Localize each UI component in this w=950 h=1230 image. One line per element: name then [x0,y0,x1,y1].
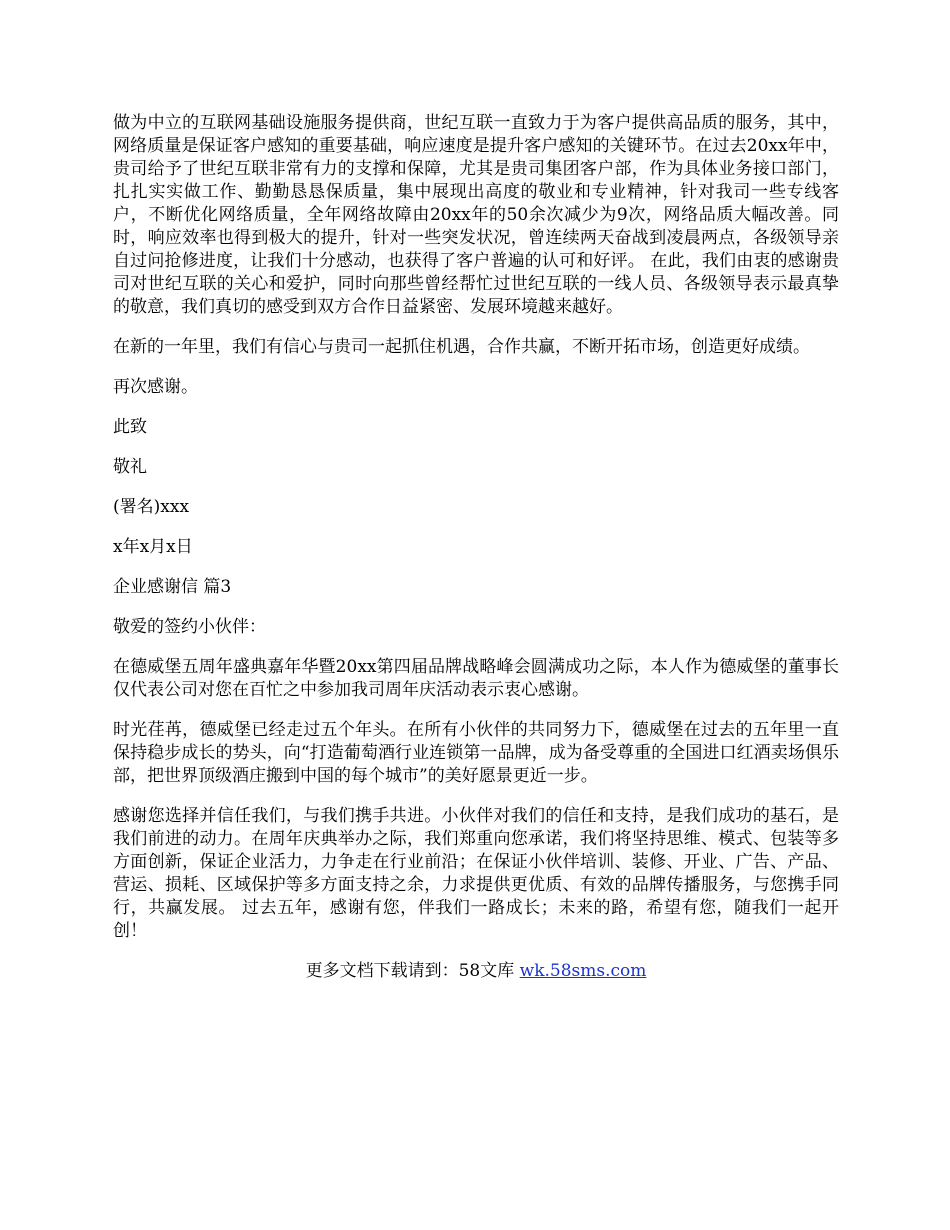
date-line: x年x月x日 [113,537,193,557]
signature-line: (署名)xxx [113,497,190,517]
section-heading: 企业感谢信 篇3 [113,577,232,597]
closing-regards: 敬礼 [113,457,147,477]
footer-text: 更多文档下载请到：58文库 [305,961,520,981]
document-page [113,112,839,983]
footer-link[interactable]: wk.58sms.com [519,961,647,981]
paragraph-new-year-outlook: 在新的一年里，我们有信心与贵司一起抓住机遇，合作共赢，不断开拓市场，创造更好成绩。 [113,337,810,357]
paragraph-anniversary-thanks: 在德威堡五周年盛典嘉年华暨20xx第四届品牌战略峰会圆满成功之际，本人作为德威堡的董事长仅代表公司对您在百忙之中参加我司周年庆活动表示衷心感谢。 [113,657,839,700]
letter-greeting: 敬爱的签约小伙伴： [113,617,266,637]
closing-salutation: 此致 [113,417,147,437]
download-footer [113,960,839,983]
paragraph-thanks-network-quality: 做为中立的互联网基础设施服务提供商，世纪互联一直致力于为客户提供高品质的服务，其中，网络质量是保证客户感知的重要基础，响应速度是提升客户感知的关键环节。在过去20xx年中，贵司给予了世纪互联非常有力的支撑和保障，尤其是贵司集团客户部，作为具体业务接口部门，扎扎实实做工作、勤勤恳恳保质量，集中展现出高度的敬业和专业精神，针对我司一些专线客户，不断优化网络质量，全年网络故障由20xx年的50余次减少为9次，网络品质大幅改善。同时，响应效率也得到极大的提升，针对一些突发状况，曾连续两天奋战到凌晨两点，各级领导亲自过问抢修进度，让我们十分感动，也获得了客户普遍的认可和好评。 在此，我们由衷的感谢贵司对世纪互联的关心和爱护，同时向那些曾经帮忙过世纪互联的一线人员、各级领导表示最真挚的敬意，我们真切的感受到双方合作日益紧密、发展环境越来越好。 [113,113,839,317]
paragraph-thanks-again: 再次感谢。 [113,377,198,397]
paragraph-commitment: 感谢您选择并信任我们，与我们携手共进。小伙伴对我们的信任和支持，是我们成功的基石，是我们前进的动力。在周年庆典举办之际，我们郑重向您承诺，我们将坚持思维、模式、包装等多方面创新，保证企业活力，力争走在行业前沿；在保证小伙伴培训、装修、开业、广告、产品、营运、损耗、区域保护等多方面支持之余，力求提供更优质、有效的品牌传播服务，与您携手同行，共赢发展。 过去五年，感谢有您，伴我们一路成长；未来的路，希望有您，随我们一起开创！ [113,806,839,941]
paragraph-five-years: 时光荏苒，德威堡已经走过五个年头。在所有小伙伴的共同努力下，德威堡在过去的五年里一直保持稳步成长的势头，向“打造葡萄酒行业连锁第一品牌，成为备受尊重的全国进口红酒卖场俱乐部，把世界顶级酒庄搬到中国的每个城市”的美好愿景更近一步。 [113,720,839,786]
